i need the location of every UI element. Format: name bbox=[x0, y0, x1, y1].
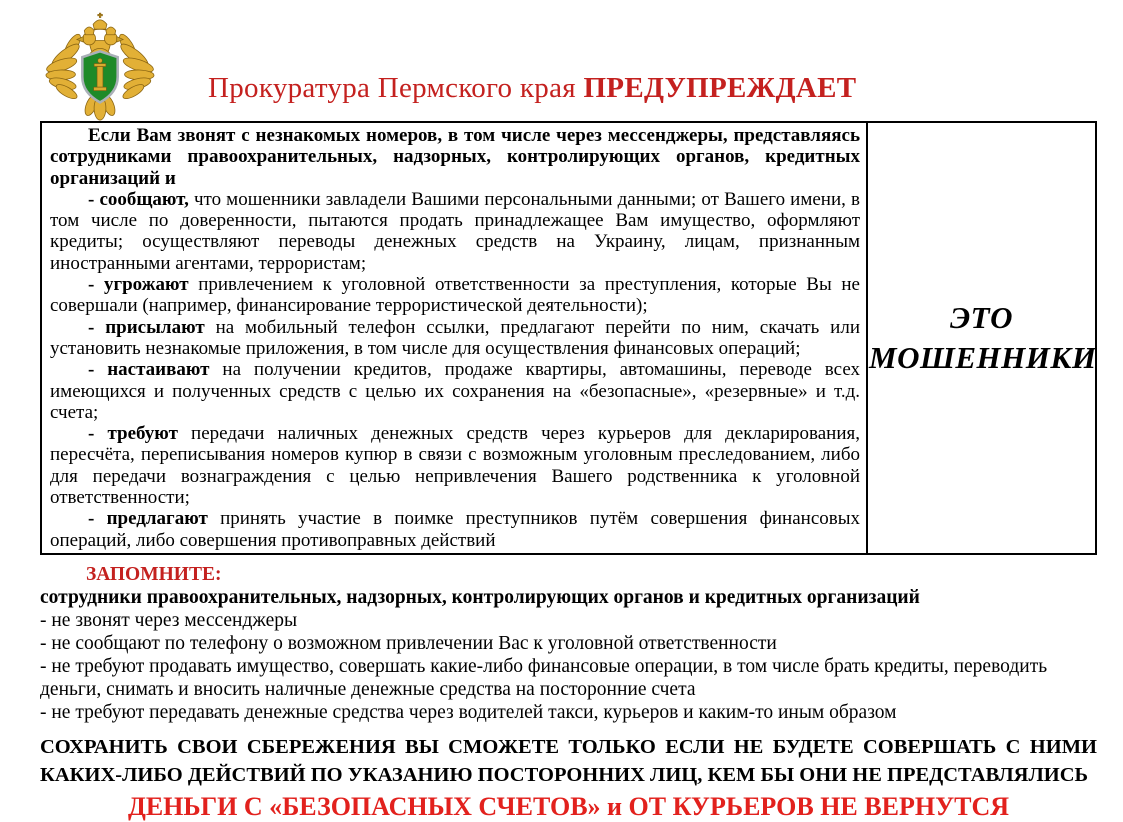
header bbox=[0, 0, 1123, 121]
verdict-line-1: ЭТО bbox=[949, 299, 1013, 335]
save-savings-notice: СОХРАНИТЬ СВОИ СБЕРЕЖЕНИЯ ВЫ СМОЖЕТЕ ТОЛЬКО ЕСЛИ НЕ БУДЕТЕ СОВЕРШАТЬ С НИМИ КАКИХ-ЛИБО ДЕЙСТВИЙ ПО УКАЗАНИЮ ПОСТОРОННИХ ЛИЦ, КЕМ БЫ ОНИ НЕ ПРЕДСТАВЛЯЛИСЬ bbox=[40, 735, 1097, 786]
scam-bullet-predlagayut: - предлагают принять участие в поимке преступников путём совершения финансовых операций, либо совершения противоправных действий bbox=[50, 508, 860, 551]
warning-table bbox=[40, 121, 1097, 555]
scam-bullet-ugrozhayut: - угрожают привлечением к уголовной ответственности за преступления, которые Вы не совершали (например, финансирование террористической деятельности); bbox=[50, 274, 860, 317]
page-title-bold: ПРЕДУПРЕЖДАЕТ bbox=[583, 72, 857, 104]
scam-bullet-prisylayut: - присылают на мобильный телефон ссылки, предлагают перейти по ним, скачать или установить незнакомые приложения, в том числе для осуществления финансовых операций; bbox=[50, 316, 860, 359]
remember-section bbox=[40, 563, 1097, 724]
remember-heading: ЗАПОМНИТЕ: bbox=[86, 563, 222, 585]
verdict-text bbox=[869, 298, 1097, 379]
page-title-regular: Прокуратура Пермского края bbox=[208, 72, 584, 104]
remember-subject: сотрудники правоохранительных, надзорных, контролирующих органов и кредитных организаций bbox=[40, 586, 920, 608]
verdict-cell bbox=[867, 122, 1096, 554]
remember-item: - не звонят через мессенджеры bbox=[40, 609, 298, 631]
scam-signs-cell bbox=[41, 122, 867, 554]
warning-table-row bbox=[41, 122, 1096, 554]
verdict-line-2: МОШЕННИКИ bbox=[869, 339, 1097, 375]
remember-item: - не требуют передавать денежные средства через водителей такси, курьеров и каким-то иным образом bbox=[40, 701, 897, 723]
scam-bullet-soobshchayut: - сообщают, что мошенники завладели Вашими персональными данными; от Вашего имени, в том числе по доверенности, пытаются продать принадлежащее Вам имущество, оформляют кредиты; осуществляют переводы денежных средств на Украину, лицам, признанным иностранными агентами, террористам; bbox=[50, 188, 860, 274]
remember-item: - не сообщают по телефону о возможном привлечении Вас к уголовной ответственности bbox=[40, 632, 777, 654]
prosecutor-eagle-emblem-icon bbox=[44, 12, 156, 124]
remember-item: - не требуют продавать имущество, совершать какие-либо финансовые операции, в том числе брать кредиты, переводить деньги, снимать и вносить наличные денежные средства на посторонние счета bbox=[40, 655, 1048, 700]
intro-paragraph: Если Вам звонят с незнакомых номеров, в том числе через мессенджеры, представляясь сотрудниками правоохранительных, надзорных, контролирующих органов, кредитных организаций и bbox=[50, 125, 860, 189]
scam-bullet-nastaivayut: - настаивают на получении кредитов, продаже квартиры, автомашины, переводе всех имеющихся и полученных средств с целью их сохранения на «безопасные», «резервные» и т.д. счета; bbox=[50, 359, 860, 423]
money-wont-return-warning: ДЕНЬГИ С «БЕЗОПАСНЫХ СЧЕТОВ» и ОТ КУРЬЕРОВ НЕ ВЕРНУТСЯ bbox=[127, 791, 1010, 821]
scam-bullet-trebuyut: - требуют передачи наличных денежных средств через курьеров для декларирования, пересчёта, переписывания номеров купюр в связи с возможным уголовным преследованием, либо для передачи вознаграждения с целью непривлечения Вашего родственника к уголовной ответственности; bbox=[50, 423, 860, 509]
page-title bbox=[208, 72, 856, 105]
